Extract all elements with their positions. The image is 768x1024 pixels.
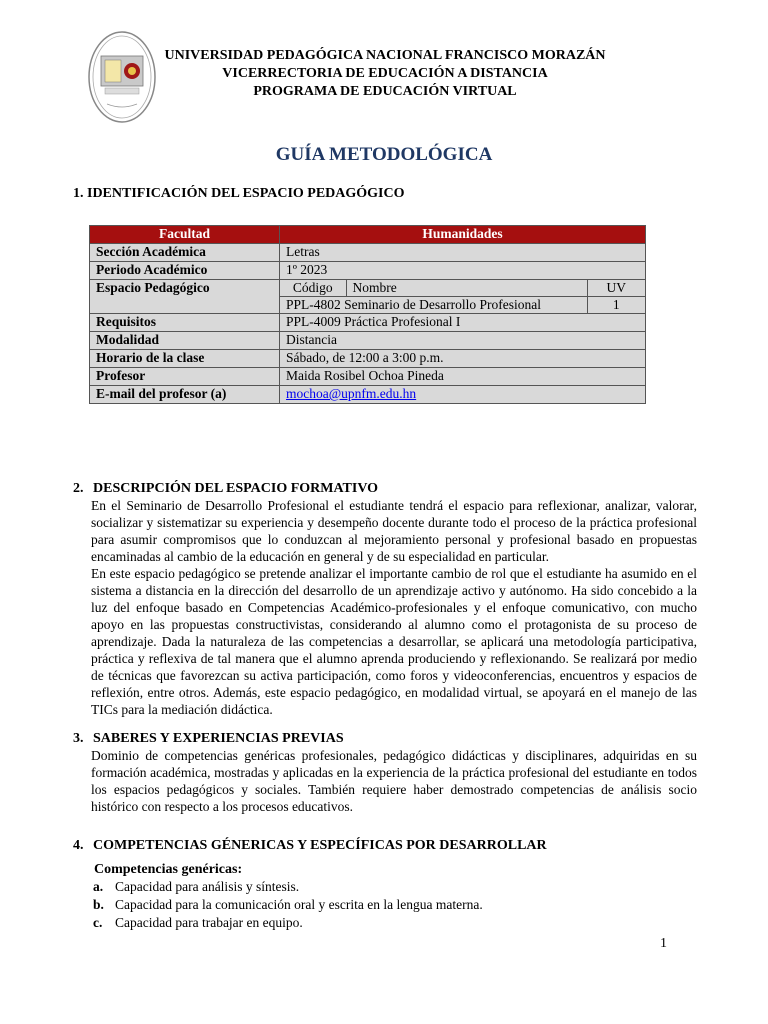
email-cell: [280, 386, 646, 404]
code-name-value: PPL-4802 Seminario de Desarrollo Profesional: [280, 297, 587, 314]
row-value: Letras: [280, 244, 646, 262]
row-value: Sábado, de 12:00 a 3:00 p.m.: [280, 350, 646, 368]
header-programa: PROGRAMA DE EDUCACIÓN VIRTUAL: [253, 84, 517, 99]
row-value: Distancia: [280, 332, 646, 350]
page-number: 1: [660, 936, 667, 951]
table-row: [90, 350, 646, 368]
section-3-paragraph: Dominio de competencias genéricas profesionales, pedagógico didácticas y disciplinares, adquiridas en su formación académica, mostradas y aplicadas en la experiencia de la práctica profesional del estudiante en todos los espacios pedagógicos y sociales. También requiere haber demostrado competencias de análisis socio histórico con respecto a los procesos educativos.: [91, 748, 697, 814]
list-item: [93, 914, 697, 932]
uv-value: 1: [587, 297, 645, 314]
section-2-heading: [73, 481, 697, 497]
document-title: GUÍA METODOLÓGICA: [275, 144, 493, 165]
header-university: UNIVERSIDAD PEDAGÓGICA NACIONAL FRANCISCO MORAZÁN: [164, 48, 606, 63]
list-item-text: Capacidad para análisis y síntesis.: [115, 879, 300, 894]
list-marker: b.: [93, 897, 104, 912]
row-value: PPL-4009 Práctica Profesional I: [280, 314, 646, 332]
row-label: Modalidad: [90, 332, 280, 350]
section-4: [73, 838, 697, 932]
table-row: [90, 332, 646, 350]
section-3: [73, 731, 697, 815]
section-3-heading: [73, 731, 697, 747]
section-title: SABERES Y EXPERIENCIAS PREVIAS: [93, 731, 344, 746]
document-header: [160, 47, 610, 101]
row-label: Horario de la clase: [90, 350, 280, 368]
section-number: 3.: [73, 731, 84, 746]
list-marker: a.: [93, 879, 104, 894]
row-label: Sección Académica: [90, 244, 280, 262]
generic-competencies-heading: Competencias genéricas:: [94, 862, 243, 877]
row-label: E-mail del profesor (a): [90, 386, 280, 404]
row-label: Espacio Pedagógico: [90, 280, 280, 314]
table-row: [90, 368, 646, 386]
uv-header: UV: [587, 280, 645, 297]
row-label: Profesor: [90, 368, 280, 386]
list-item: [93, 878, 697, 896]
header-vicerrectoria: VICERRECTORIA DE EDUCACIÓN A DISTANCIA: [222, 66, 548, 81]
section-2: [73, 481, 697, 718]
table-row: [90, 314, 646, 332]
table-row: [90, 262, 646, 280]
espacio-row: [90, 280, 646, 314]
section-2-paragraph-2: En este espacio pedagógico se pretende analizar el importante cambio de rol que el estudiante ha asumido en el sistema a distancia en la dirección del desarrollo de un aprendizaje activo y autónomo. Ha sido concebido a la luz del enfoque basado en Competencias Académico-profesionales y el enfoque comunicativo, con mucho apoyo en las propuestas constructivistas, considerando al alumno como el protagonista de su proceso de aprendizaje. Dada la naturaleza de las competencias a desarrollar, se aplicará una metodología participativa, práctica y reflexiva de tal manera que el alumno aprenda produciendo y reflexionando. Se realizará por medio de técnicas que favorezcan su activa participación, como foros y videoconferencias, encuentros y espacios de reflexión, entre otros. Además, este espacio pedagógico, en modalidad virtual, se apoyará en el manejo de las TICs para la mediación didáctica.: [91, 566, 697, 717]
row-value: 1º 2023: [280, 262, 646, 280]
row-label: Periodo Académico: [90, 262, 280, 280]
list-item: [93, 896, 697, 914]
list-item-text: Capacidad para la comunicación oral y escrita en la lengua materna.: [115, 897, 483, 912]
university-seal-logo: [87, 30, 157, 124]
identification-table: [89, 225, 646, 404]
section-4-heading: [73, 838, 697, 854]
name-header: Nombre: [346, 280, 587, 297]
table-row: [90, 244, 646, 262]
facultad-label: Facultad: [90, 226, 280, 244]
section-number: 2.: [73, 481, 84, 496]
espacio-subtable-cell: [280, 280, 646, 314]
table-row: [90, 386, 646, 404]
section-2-paragraph-1: En el Seminario de Desarrollo Profesional el estudiante tendrá el espacio para reflexionar, analizar, valorar, socializar y sistematizar su experiencia y desempeño docente durante todo el proceso de la práctica profesional para asumir compromisos que lo conduzcan al mejoramiento personal y profesional basado en propuestas encaminadas al cambio de la educación en general y de su especialidad en particular.: [91, 498, 697, 564]
section-title: COMPETENCIAS GÉNERICAS Y ESPECÍFICAS POR DESARROLLAR: [93, 838, 547, 853]
professor-email-link[interactable]: mochoa@upnfm.edu.hn: [286, 386, 417, 401]
espacio-subtable: [280, 280, 645, 313]
section-number: 4.: [73, 838, 84, 853]
list-marker: c.: [93, 915, 103, 930]
section-1-heading: 1. IDENTIFICACIÓN DEL ESPACIO PEDAGÓGICO: [73, 186, 405, 201]
table-header-row: [90, 226, 646, 244]
row-value: Maida Rosibel Ochoa Pineda: [280, 368, 646, 386]
list-item-text: Capacidad para trabajar en equipo.: [115, 915, 303, 930]
facultad-value: Humanidades: [280, 226, 646, 244]
code-header: Código: [280, 280, 346, 297]
section-title: DESCRIPCIÓN DEL ESPACIO FORMATIVO: [93, 481, 379, 496]
row-label: Requisitos: [90, 314, 280, 332]
